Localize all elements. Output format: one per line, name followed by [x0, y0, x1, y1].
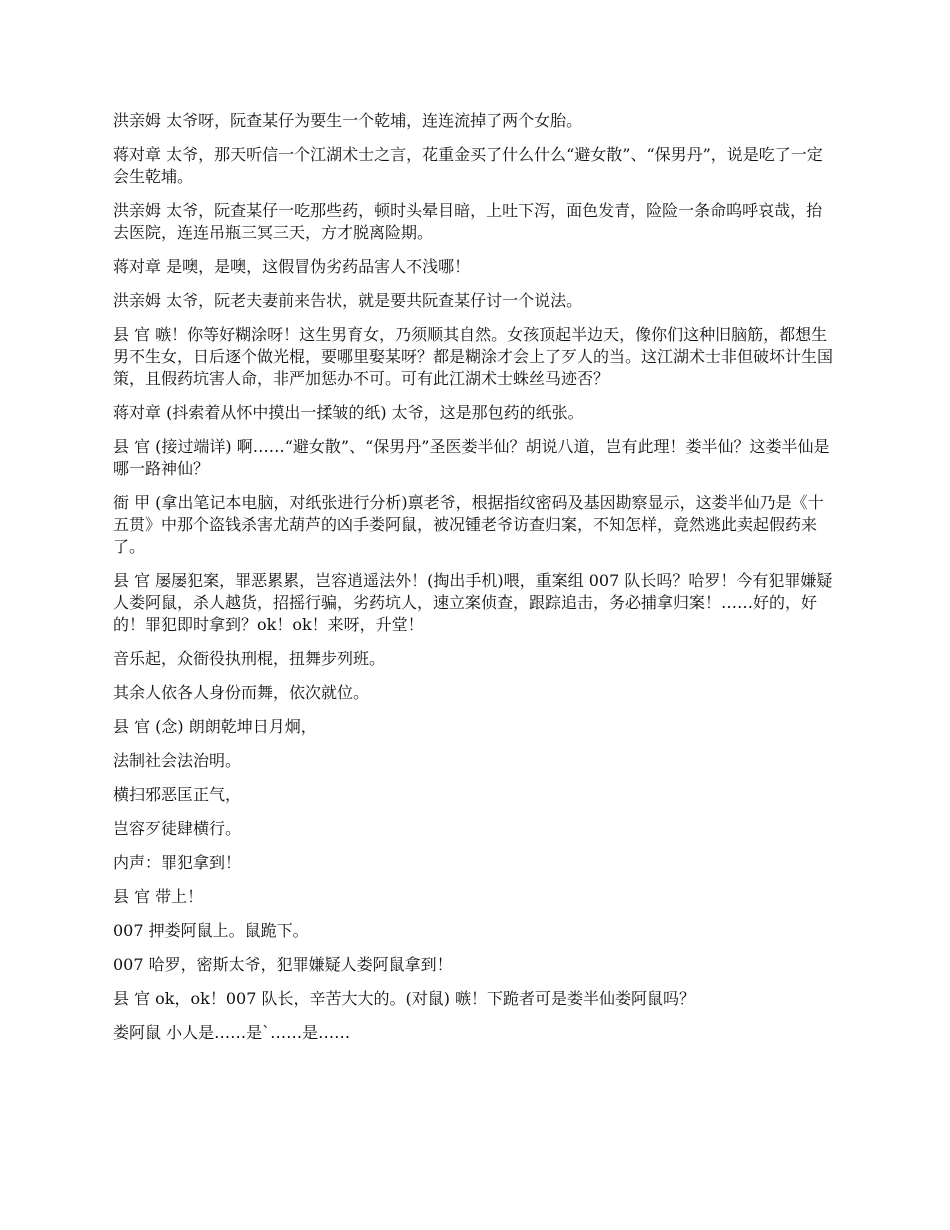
paragraph-magistrate-5: 县 官 ok，ok！007 队长，辛苦大大的。(对鼠) 嗾！下跪者可是娄半仙娄阿鼠吗？: [113, 989, 696, 1008]
verse-line-1: 县 官 (念) 朗朗乾坤日月炯，: [113, 717, 317, 736]
paragraph-magistrate-1: 县 官 嗾！你等好糊涂呀！这生男育女，乃须顺其自然。女孩顶起半边天，像你们这种旧脑筋，都想生男不生女，日后逐个做光棍，要哪里娶某呀？都是糊涂才会上了歹人的当。这江湖术士非但破坏计生国策，且假药坑害人命，非严加惩办不可。可有此江湖术士蛛丝马迹否？: [113, 325, 834, 388]
verse-line-2: 法制社会法治明。: [113, 751, 242, 770]
paragraph-hong-1: 洪亲姆 太爷呀，阮查某仔为要生一个乾埔，连连流掉了两个女胎。: [113, 111, 583, 130]
paragraph-magistrate-3: 县 官 屡屡犯案，罪恶累累，岂容逍遥法外！(掏出手机)喂，重案组 007 队长吗？哈罗！今有犯罪嫌疑人娄阿鼠，杀人越货，招摇行骗，劣药坑人，速立案侦查，跟踪追击，务必捕拿归案！……好的，好的！罪犯即时拿到？ok！ok！来呀，升堂！: [113, 571, 833, 634]
paragraph-jiang-3: 蒋对章 (抖索着从怀中摸出一揉皱的纸) 太爷，这是那包药的纸张。: [113, 403, 584, 422]
document-page: [113, 110, 835, 1056]
paragraph-hong-2: 洪亲姆 太爷，阮查某仔一吃那些药，顿时头晕目暗，上吐下泻，面色发青，险险一条命呜呼哀哉，抬去医院，连连吊瓶三冥三天，方才脱离险期。: [113, 201, 823, 242]
stage-direction-music: 音乐起，众衙役执刑棍，扭舞步列班。: [113, 649, 386, 668]
paragraph-lou-a-shu: 娄阿鼠 小人是……是`……是……: [113, 1023, 351, 1042]
verse-line-4: 岂容歹徒肆横行。: [113, 819, 242, 838]
paragraph-yamen-a: 衙 甲 (拿出笔记本电脑，对纸张进行分析)禀老爷，根据指纹密码及基因勘察显示，这娄半仙乃是《十五贯》中那个盗钱杀害尤葫芦的凶手娄阿鼠，被况锺老爷访查归案，不知怎样，竟然逃此卖起假药来了。: [113, 493, 824, 556]
paragraph-jiang-2: 蒋对章 是噢，是噢，这假冒伪劣药品害人不浅哪！: [113, 257, 471, 276]
stage-direction-dance: 其余人依各人身份而舞，依次就位。: [113, 683, 370, 702]
paragraph-hong-3: 洪亲姆 太爷，阮老夫妻前来告状，就是要共阮查某仔讨一个说法。: [113, 291, 583, 310]
paragraph-jiang-1: 蒋对章 太爷，那天听信一个江湖术士之言，花重金买了什么什么“避女散”、“保男丹”，说是吃了一定会生乾埔。: [113, 145, 823, 186]
paragraph-007: 007 哈罗，密斯太爷，犯罪嫌疑人娄阿鼠拿到！: [113, 955, 453, 974]
offstage-voice: 内声：罪犯拿到！: [113, 853, 242, 872]
paragraph-magistrate-2: 县 官 (接过端详) 啊……“避女散”、“保男丹”圣医娄半仙？胡说八道，岂有此理！娄半仙？这娄半仙是哪一路神仙？: [113, 437, 830, 478]
verse-line-3: 横扫邪恶匡正气，: [113, 785, 242, 804]
stage-direction-007: 007 押娄阿鼠上。鼠跪下。: [113, 921, 309, 940]
paragraph-magistrate-4: 县 官 带上！: [113, 887, 204, 906]
